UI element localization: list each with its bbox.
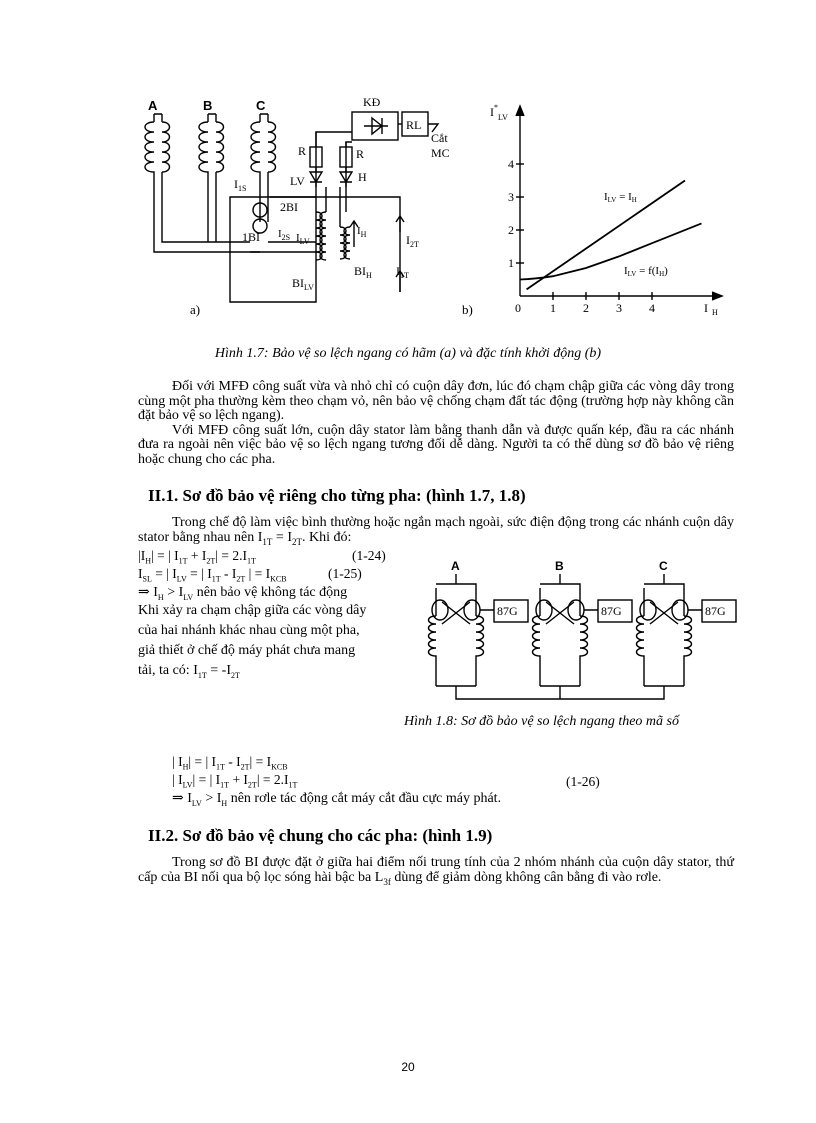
ih-label: I [357,225,361,237]
i2s-sub: 2S [281,233,291,242]
bilv-sub: LV [304,283,314,292]
figure-b-label: b) [462,302,473,317]
line5-b-sub: H [221,798,228,808]
eq2-ilv-sub: LV [176,574,187,584]
x-axis-label: I $_H$ [704,301,718,317]
eq4-result-sub: 1T [288,780,298,790]
paragraph-3 [138,516,734,549]
paragraph-3-text3: . Khi đó: [301,529,352,545]
equation-1-25: $I_{SL}$ = | $I_{LV}$ = | $I_{1T} - I_{2T}$ | = $I_{KCB}$ [138,566,287,584]
phase-a-label: A [148,98,158,113]
eq1-i1-sub: 1T [178,556,188,566]
equation-1-24: $|I_H|$ = | $I_{1T} + I_{2T}| = 2.I_{1T}$ [138,548,256,566]
eq2-result: = I [251,566,271,581]
equation-1-26-number: (1-26) [566,774,600,789]
figure-1-7b-chart [460,96,730,322]
h-label: H [358,170,367,184]
fig18-phase-c: C [659,559,668,573]
x-tick-label-0: 0 [515,301,521,315]
eq1-i1: I [174,548,179,563]
cut-label: Cắt [431,131,448,145]
bi1-label: 1BI [242,230,260,244]
series-2-label: ILV = f(IH) [624,265,668,278]
eq4-plus: + I [229,772,248,787]
fig18-phase-a: A [451,559,460,573]
relay-87g-c: 87G [705,604,726,618]
bi2-label: 2BI [280,200,298,214]
y-axis-label: $I^*_{LV}$ [490,103,508,122]
paragraph-4-sub1: 1T [197,670,207,680]
i2s-label: I [278,228,282,240]
line5-c: nên rơle tác động cắt máy cắt đầu cực máy phát. [227,791,502,806]
eq2-i1: I [207,566,212,581]
equation-ih-kcb: | $I_H|$ = | $I_{1T} - I_{2T}| = I_{KCB}$ [172,754,288,772]
paragraph-5-text2: dùng để giảm dòng không cân bằng đi vào rơle. [390,869,662,885]
paragraph-4-line-1: Khi xảy ra chạm chập giữa các vòng dây [138,603,367,618]
eq1-ih-sub: H [145,556,151,566]
eq3-minus: - I [224,754,241,769]
paragraph-3-text2: = I [272,529,292,545]
eq4-eq: = [195,772,210,787]
eq3-result-sub: KCB [271,762,288,772]
paragraph-4-line-3: giả thiết ở chế độ máy phát chưa mang [138,643,356,658]
ih-sub: H [360,230,367,239]
eq3-ih: I [178,754,183,769]
line5-a: I [183,791,192,806]
paragraph-2: Với MFĐ công suất lớn, cuộn dây stator làm bằng thanh dẫn và được quấn kép, đầu ra các nhánh đưa ra ngoài nên việc bảo vệ so lệch ngang tương đối dễ dàng. Người ta có thể dùng sơ đồ bảo vệ riêng hoặc chung cho các pha. [138,422,734,467]
rl-label: RL [406,118,422,132]
bilv-label: BI [292,276,304,290]
lv-label: LV [290,174,305,188]
paragraph-4-line-2: của hai nhánh khác nhau cùng một pha, [138,623,360,638]
line3-c: nên bảo vệ không tác động [193,585,348,600]
eq1-ih: I [140,548,146,563]
svg-text:I2S [278,228,290,242]
paragraph-4-line-4 [138,662,240,684]
line3-a-sub: H [157,592,164,602]
relay-87g-a: 87G [497,604,518,618]
eq4-ilv: I [178,772,183,787]
eq4-i2-sub: 2T [247,780,257,790]
bih-sub: H [366,271,372,280]
eq2-result-sub: KCB [270,574,287,584]
figure-1-7-caption: Hình 1.7: Bảo vệ so lệch ngang có hãm (a) và đặc tính khởi động (b) [214,346,602,361]
line3-b-sub: LV [183,592,194,602]
eq2-isl: I [138,566,143,581]
svg-text:BILV [292,276,314,292]
eq3-i1: I [211,754,217,769]
series-1-label: ILV = IH [604,191,637,204]
heading-ii-2: II.2. Sơ đồ bảo vệ chung cho các pha: (hình 1.9) [148,826,493,845]
implies-arrow: ⇒ [138,585,150,600]
eq4-i1-sub: 1T [220,780,230,790]
svg-text:I1S [234,177,246,193]
line3-b: > I [163,585,184,600]
x-tick-label-4: 4 [649,301,655,315]
eq2-ilv: I [172,566,177,581]
i1s-label: I [234,177,238,191]
statement-trip [172,790,501,812]
eq3-eq: = [191,754,206,769]
paragraph-5-sub: 3f [383,876,391,887]
eq4-i1: I [215,772,221,787]
heading-ii-1: II.1. Sơ đồ bảo vệ riêng cho từng pha: (hình 1.7, 1.8) [148,486,526,505]
figure-1-7a-circuit [120,92,470,322]
x-tick-label-2: 2 [583,301,589,315]
eq3-result: = I [252,754,272,769]
relay-87g-b: 87G [601,604,622,618]
fig18-phase-b: B [555,559,564,573]
eq2-i1-sub: 1T [211,574,221,584]
paragraph-4-text: tải, ta có: I [138,663,198,678]
i2t-sub: 2T [410,240,419,249]
x-tick-label-1: 1 [550,301,556,315]
eq1-i2-sub: 2T [206,556,216,566]
eq4-result: = 2.I [259,772,289,787]
svg-text:BIH [354,264,372,280]
paragraph-3-sub1: 1T [262,536,273,547]
resistor-r2-label: R [356,147,365,161]
svg-text:I1T [396,264,409,280]
paragraph-4-mid: = -I [206,663,231,678]
paragraph-5-text: Trong sơ đồ BI được đặt ở giữa hai điểm nối trung tính của 2 nhóm nhánh của cuộn dây stator, thứ cấp của BI nối qua bộ lọc sóng hài bậc ba L [138,855,734,885]
figure-1-8-caption: Hình 1.8: Sơ đồ bảo vệ so lệch ngang theo mã số [404,714,679,729]
svg-text:ILV [296,232,310,246]
i2t-label: I [406,233,410,247]
i1s-sub: 1S [238,184,247,193]
i1t-label: I [396,264,400,278]
mc-label: MC [431,146,450,160]
eq3-i1-sub: 1T [216,762,225,772]
paragraph-3-text: Trong chế độ làm việc bình thường hoặc ngắn mạch ngoài, sức điện động trong các nhánh cuộn dây stator bằng nhau nên I [138,515,734,545]
eq3-ih-sub: H [182,762,189,772]
paragraph-5 [138,856,734,889]
eq2-minus: - I [220,566,237,581]
y-axis-arrow [516,106,524,116]
svg-text:I2T [406,233,419,249]
line3-a: I [149,585,158,600]
y-tick-label-3: 3 [508,190,514,204]
ilv-sub: LV [299,237,310,246]
eq1-result-sub: 1T [246,556,256,566]
ilv-label: I [296,232,300,244]
eq1-eq: = [153,548,169,563]
phase-b-label: B [203,98,213,113]
paragraph-1: Đối với MFĐ công suất vừa và nhỏ chỉ có cuộn dây đơn, lúc đó chạm chập giữa các vòng dây trong cùng một pha thường kèm theo chạm vỏ, nên bảo vệ chống chạm đất tác động (trường hợp này không cần đặt bảo vệ so lệch ngang). [138,379,734,423]
line5-b: > I [201,791,222,806]
y-tick-label-1: 1 [508,256,514,270]
x-axis-arrow [712,292,722,300]
eq2-isl-sub: SL [142,574,152,584]
y-tick-label-2: 2 [508,223,514,237]
eq2-eq: = [151,566,167,581]
resistor-r1-label: R [298,144,307,158]
paragraph-3-sub2: 2T [291,536,302,547]
bih-label: BI [354,264,366,278]
equation-1-24-number: (1-24) [352,548,386,563]
figure-1-8-diagram [420,554,740,710]
eq1-plus: + I [187,548,207,563]
kd-label: KĐ [363,95,381,109]
equation-1-25-number: (1-25) [328,566,362,581]
equation-1-26: | $I_{LV}|$ = | $I_{1T} + I_{2T}| = 2.I_{1T}$ [172,772,298,790]
eq2-i2-sub: 2T [236,574,246,584]
line5-a-sub: LV [191,798,202,808]
x-tick-label-3: 3 [616,301,622,315]
svg-text:IH [357,225,367,239]
paragraph-4-sub2: 2T [231,670,240,680]
y-tick-label-4: 4 [508,157,514,171]
i1t-sub: 1T [400,271,409,280]
eq4-ilv-sub: LV [182,780,193,790]
eq3-i2-sub: 2T [240,762,250,772]
phase-c-label: C [256,98,266,113]
eq1-result: = 2.I [217,548,247,563]
figure-a-label: a) [190,302,201,317]
implies-arrow-2: ⇒ [172,791,184,806]
page-number: 20 [401,1060,415,1074]
